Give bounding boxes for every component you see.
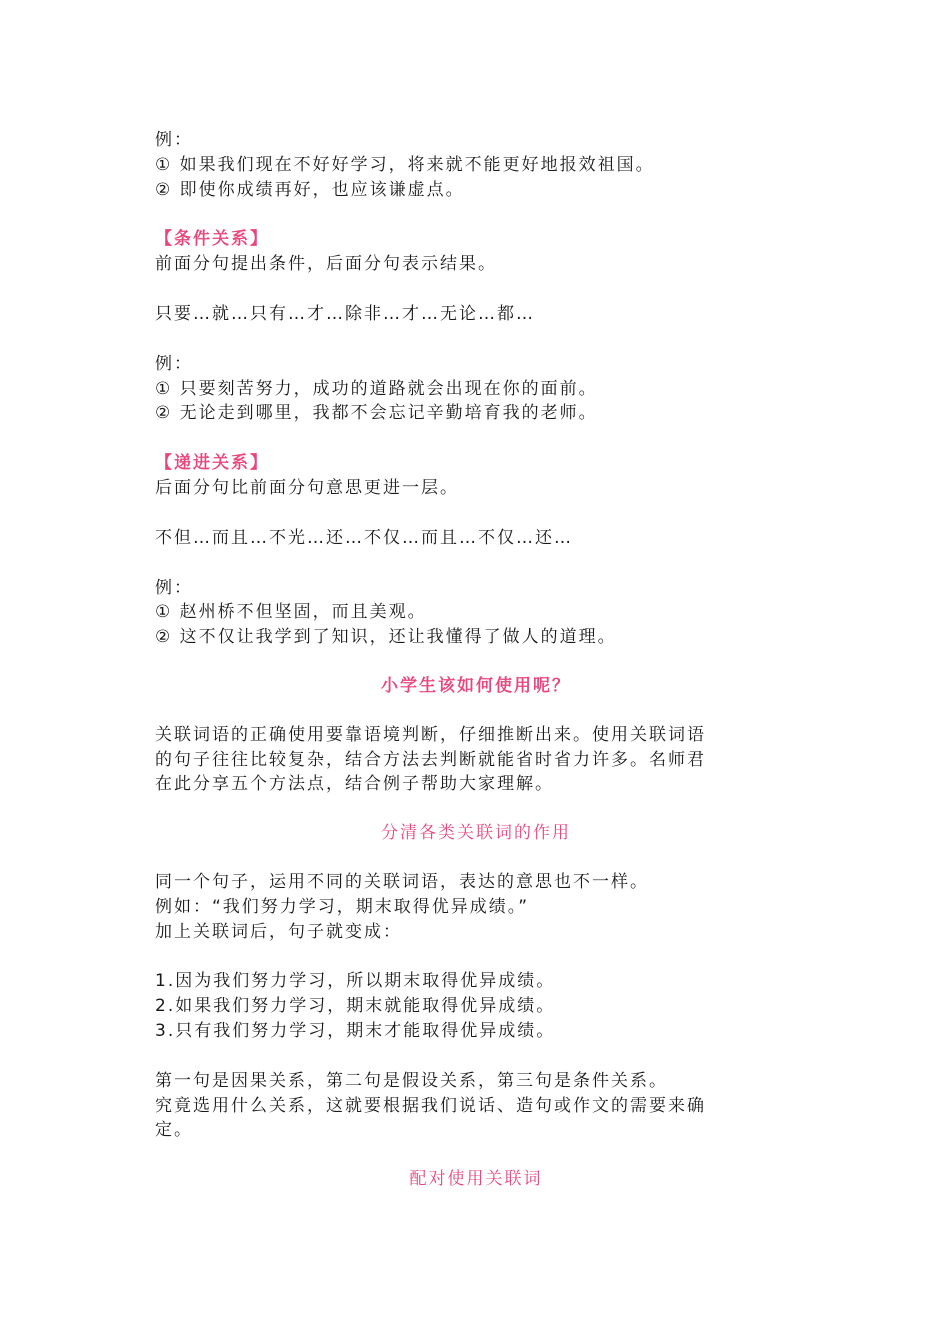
intro-line: 的句子往往比较复杂，结合方法去判断就能省时省力许多。名师君 <box>155 749 706 770</box>
numbered-item: 3.只有我们努力学习，期末才能取得优异成绩。 <box>155 1020 556 1041</box>
example-item: ① 如果我们现在不好好学习，将来就不能更好地报效祖国。 <box>155 154 655 175</box>
conclusion-line: 第一句是因果关系，第二句是假设关系，第三句是条件关系。 <box>155 1070 668 1091</box>
example-item: ② 无论走到哪里，我都不会忘记辛勤培育我的老师。 <box>155 403 598 424</box>
intro-line: 关联词语的正确使用要靠语境判断，仔细推断出来。使用关联词语 <box>155 724 706 745</box>
section-heading-condition: 【条件关系】 <box>155 229 269 250</box>
section2-title: 配对使用关联词 <box>409 1169 543 1190</box>
section-heading-progressive: 【递进关系】 <box>155 453 269 474</box>
example-label: 例： <box>155 130 193 150</box>
section-description: 后面分句比前面分句意思更进一层。 <box>155 477 459 498</box>
conjunction-words: 只要…就…只有…才…除非…才…无论…都… <box>155 303 535 324</box>
usage-title: 小学生该如何使用呢？ <box>381 675 571 696</box>
body-line: 加上关联词后，句子就变成： <box>155 921 402 942</box>
conjunction-words: 不但…而且…不光…还…不仅…而且…不仅…还… <box>155 527 573 548</box>
numbered-item: 2.如果我们努力学习，期末就能取得优异成绩。 <box>155 996 556 1017</box>
document-page <box>155 128 797 1192</box>
example-item: ① 只要刻苦努力，成功的道路就会出现在你的面前。 <box>155 378 598 399</box>
numbered-item: 1.因为我们努力学习，所以期末取得优异成绩。 <box>155 971 556 992</box>
example-label: 例： <box>155 577 193 598</box>
example-item: ① 赵州桥不但坚固，而且美观。 <box>155 602 427 623</box>
body-line: 同一个句子，运用不同的关联词语，表达的意思也不一样。 <box>155 871 649 892</box>
intro-line: 在此分享五个方法点，结合例子帮助大家理解。 <box>155 774 554 795</box>
example-label: 例： <box>155 353 193 374</box>
body-line: 例如：“我们努力学习，期末取得优异成绩。” <box>155 896 530 917</box>
conclusion-line: 究竟选用什么关系，这就要根据我们说话、造句或作文的需要来确 <box>155 1095 706 1116</box>
example-item: ② 即使你成绩再好，也应该谦虚点。 <box>155 179 465 200</box>
section1-title: 分清各类关联词的作用 <box>381 823 571 844</box>
section-description: 前面分句提出条件，后面分句表示结果。 <box>155 254 497 275</box>
example-item: ② 这不仅让我学到了知识，还让我懂得了做人的道理。 <box>155 627 617 648</box>
conclusion-line: 定。 <box>155 1120 193 1141</box>
